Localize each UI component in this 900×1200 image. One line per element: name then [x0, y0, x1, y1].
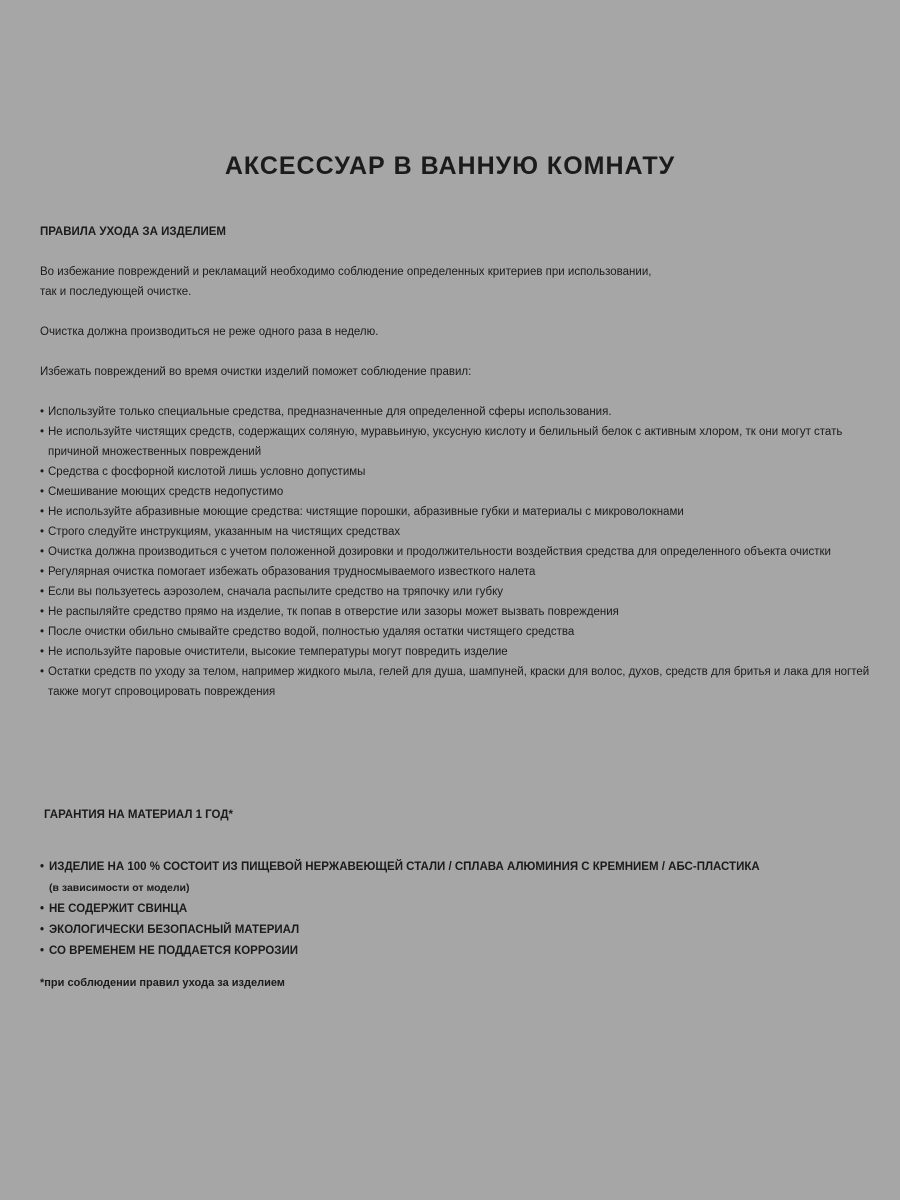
list-item: • Остатки средств по уходу за телом, например жидкого мыла, гелей для душа, шампуней, краски для волос, духов, средств для бритья и лака для ногтей также могут спровоцировать повреждения: [40, 662, 895, 702]
list-item: • Смешивание моющих средств недопустимо: [40, 482, 895, 502]
list-item: • После очистки обильно смывайте средство водой, полностью удаляя остатки чистящего средства: [40, 622, 895, 642]
list-item: • Не используйте чистящих средств, содержащих соляную, муравьиную, уксусную кислоту и белильный белок с активным хлором, тк они могут стать причиной множественных повреждений: [40, 422, 895, 462]
list-item: • Не распыляйте средство прямо на изделие, тк попав в отверстие или зазоры может вызвать повреждения: [40, 602, 895, 622]
list-item: • Средства с фосфорной кислотой лишь условно допустимы: [40, 462, 895, 482]
warranty-item-text: ИЗДЕЛИЕ НА 100 % СОСТОИТ ИЗ ПИЩЕВОЙ НЕРЖАВЕЮЩЕЙ СТАЛИ / СПЛАВА АЛЮМИНИЯ С КРЕМНИЕМ / АБС-ПЛАСТИКА: [49, 861, 760, 873]
warranty-list: [40, 857, 895, 962]
warranty-footnote: *при соблюдении правил ухода за изделием: [40, 977, 285, 989]
warranty-heading: ГАРАНТИЯ НА МАТЕРИАЛ 1 ГОД*: [44, 808, 233, 821]
list-item: • Если вы пользуетесь аэрозолем, сначала распылите средство на тряпочку или губку: [40, 582, 895, 602]
list-item: • Используйте только специальные средства, предназначенные для определенной сферы использования.: [40, 402, 895, 422]
list-item: • Не используйте паровые очистители, высокие температуры могут повредить изделие: [40, 642, 895, 662]
care-rules-intro: Избежать повреждений во время очистки изделий поможет соблюдение правил:: [40, 366, 472, 378]
care-intro-line2: так и последующей очистке.: [40, 286, 192, 298]
care-intro-line1: Во избежание повреждений и рекламаций необходимо соблюдение определенных критериев при использовании,: [40, 266, 652, 278]
warranty-section: [40, 793, 895, 1005]
page-title: АКСЕССУАР В ВАННУЮ КОМНАТУ: [224, 152, 676, 180]
care-heading: ПРАВИЛА УХОДА ЗА ИЗДЕЛИЕМ: [40, 226, 227, 238]
care-section: [40, 222, 895, 702]
care-rules-list: [40, 402, 895, 702]
list-item: [40, 857, 895, 899]
list-item: • Очистка должна производиться с учетом положенной дозировки и продолжительности воздействия средства для определенного объекта очистки: [40, 542, 895, 562]
warranty-item-note: (в зависимости от модели): [49, 882, 190, 894]
list-item: • СО ВРЕМЕНЕМ НЕ ПОДДАЕТСЯ КОРРОЗИИ: [40, 941, 895, 962]
list-item: • ЭКОЛОГИЧЕСКИ БЕЗОПАСНЫЙ МАТЕРИАЛ: [40, 920, 895, 941]
care-frequency: Очистка должна производиться не реже одного раза в неделю.: [40, 326, 379, 338]
list-item: • Строго следуйте инструкциям, указанным на чистящих средствах: [40, 522, 895, 542]
list-item: • Не используйте абразивные моющие средства: чистящие порошки, абразивные губки и материалы с микроволокнами: [40, 502, 895, 522]
list-item: • НЕ СОДЕРЖИТ СВИНЦА: [40, 899, 895, 920]
list-item: • Регулярная очистка помогает избежать образования трудносмываемого известкого налета: [40, 562, 895, 582]
